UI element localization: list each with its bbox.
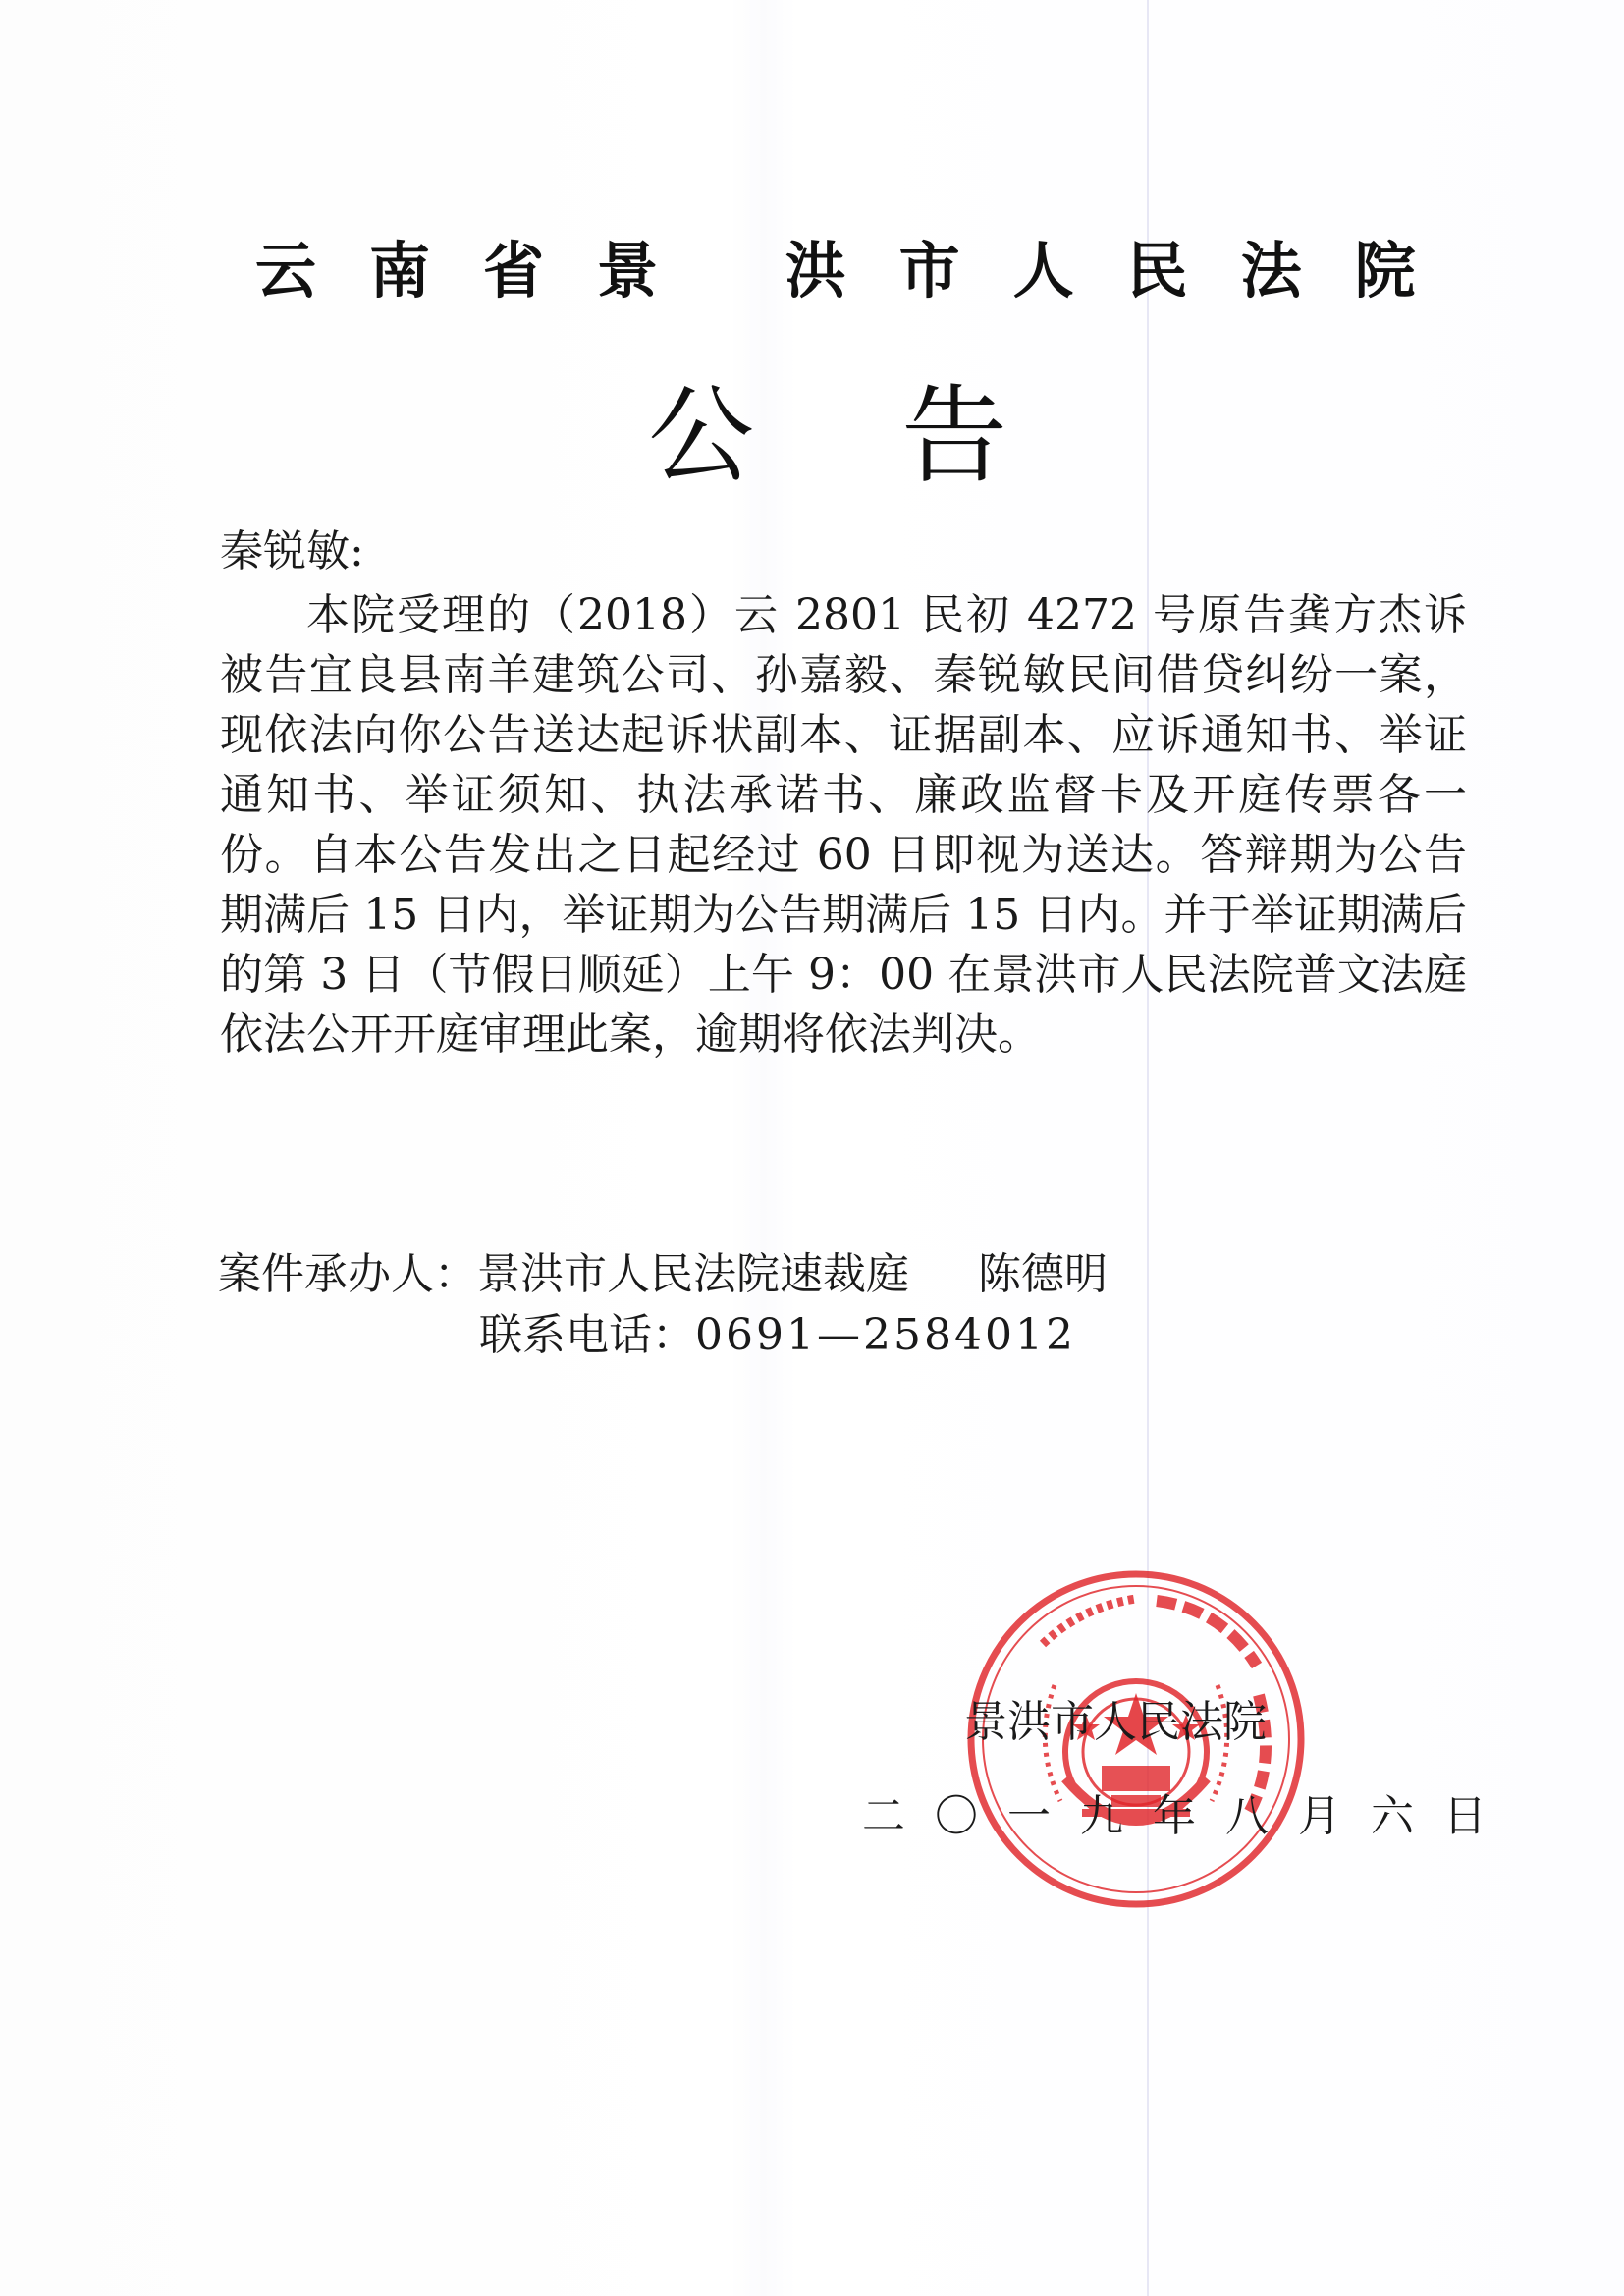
addressee: 秦锐敏: — [220, 526, 364, 576]
scan-artifact-line — [1147, 0, 1149, 2296]
issuing-court-signature: 景洪市人民法院 — [964, 1697, 1267, 1747]
contact-phone-label: 联系电话： — [479, 1310, 695, 1360]
case-handler-label: 案件承办人： — [218, 1249, 477, 1299]
case-handler-unit: 景洪市人民法院速裁庭 — [477, 1249, 909, 1299]
contact-phone-value: 0691—2584012 — [695, 1310, 1076, 1360]
case-handler-name: 陈德明 — [978, 1249, 1108, 1299]
issue-date: 二〇一九年八月六日 — [862, 1791, 1516, 1841]
notice-body: 本院受理的（2018）云 2801 民初 4272 号原告龚方杰诉被告宜良县南羊建筑公司、孙嘉毅、秦锐敏民间借贷纠纷一案，现依法向你公告送达起诉状副本、证据副本、应诉通知书、举证通知书、举证须知、执法承诺书、廉政监督卡及开庭传票各一份。自本公告发出之日起经过 60 日即视为送达。答辩期为公告期满后 15 日内，举证期为公告期满后 15 日内。并于举证期满后的第 3 日（节假日顺延）上午 9：00 在景洪市人民法院普文法庭依法公开开庭审理此案，逾期将依法判决。 — [220, 590, 1467, 1060]
contact-phone-line — [479, 1306, 1076, 1365]
notice-title: 公告 — [648, 375, 1156, 498]
case-handler-line — [218, 1245, 1108, 1304]
court-title: 云南省景 洪市人民法院 — [255, 235, 1469, 306]
